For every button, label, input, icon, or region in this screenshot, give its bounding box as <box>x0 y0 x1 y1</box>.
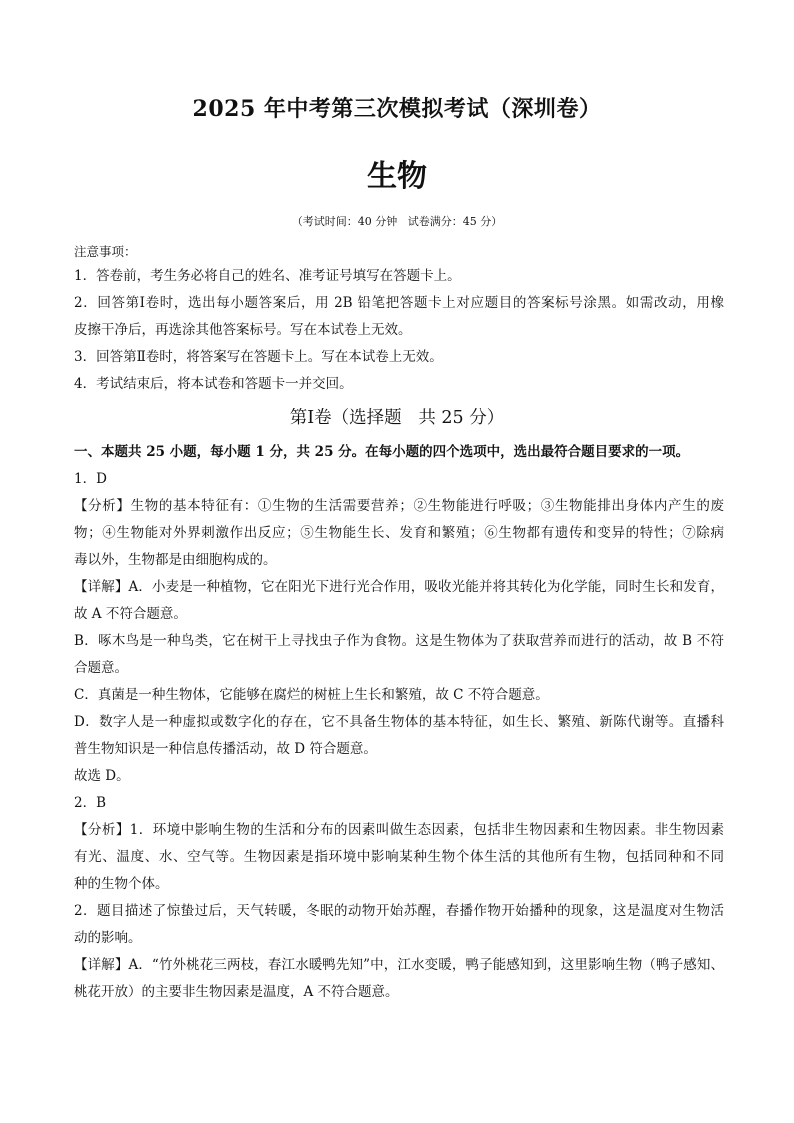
answer-line: 2．B <box>74 795 107 811</box>
notes-line: 4．考试结束后，将本试卷和答题卡一并交回。 <box>74 376 353 392</box>
answer-line: 动的影响。 <box>74 930 142 946</box>
exam-info: （考试时间：40 分钟 试卷满分：45 分） <box>291 215 503 228</box>
answer-line: 【分析】生物的基本特征有：①生物的生活需要营养；②生物能进行呼吸；③生物能排出身体内产生的废 <box>74 498 724 514</box>
answer-line: 普生物知识是一种信息传播活动，故 D 符合题意。 <box>74 741 377 757</box>
answer-line: 1．D <box>74 471 107 487</box>
answer-line: 故选 D。 <box>74 768 130 784</box>
answer-line: 【详解】A．“竹外桃花三两枝，春江水暖鸭先知”中，江水变暖，鸭子能感知到，这里影响生物（鸭子感知、 <box>74 957 724 973</box>
subject-title: 生物 <box>367 159 427 194</box>
answer-line: 【详解】A．小麦是一种植物，它在阳光下进行光合作用，吸收光能并将其转化为化学能，同时生长和发育， <box>74 579 724 595</box>
answer-line: 物；④生物能对外界刺激作出反应；⑤生物能生长、发育和繁殖；⑥生物都有遗传和变异的特性；⑦除病 <box>74 525 724 541</box>
answer-line: 合题意。 <box>74 660 128 676</box>
notes-section <box>74 240 724 398</box>
answer-content <box>74 439 724 1006</box>
notes-line: 皮擦干净后，再选涂其他答案标号。写在本试卷上无效。 <box>74 322 412 338</box>
notes-line: 2．回答第Ⅰ卷时，选出每小题答案后，用 2B 铅笔把答题卡上对应题目的答案标号涂黑。如需改动，用橡 <box>74 295 724 311</box>
answer-line: 故 A 不符合题意。 <box>74 606 187 622</box>
answer-line: 有光、温度、水、空气等。生物因素是指环境中影响某种生物个体生活的其他所有生物，包括同种和不同 <box>74 849 724 865</box>
answer-line: 2．题目描述了惊蛰过后，天气转暖，冬眠的动物开始苏醒，春播作物开始播种的现象，这是温度对生物活 <box>74 903 724 919</box>
answer-line: C．真菌是一种生物体，它能够在腐烂的树桩上生长和繁殖，故 C 不符合题意。 <box>74 687 549 703</box>
answer-line: 桃花开放）的主要非生物因素是温度，A 不符合题意。 <box>74 984 399 1000</box>
notes-line: 3．回答第Ⅱ卷时，将答案写在答题卡上。写在本试卷上无效。 <box>74 349 443 365</box>
section-title: 第Ⅰ卷（选择题 共 25 分） <box>289 408 505 428</box>
exam-title: 2025 年中考第三次模拟考试（深圳卷） <box>192 96 602 122</box>
notes-heading: 注意事项： <box>74 244 137 259</box>
answer-line: 种的生物个体。 <box>74 876 169 892</box>
section-instructions: 一、本题共 25 小题，每小题 1 分，共 25 分。在每小题的四个选项中，选出最符合题目要求的一项。 <box>74 444 690 460</box>
answer-line: 【分析】1．环境中影响生物的生活和分布的因素叫做生态因素，包括非生物因素和生物因素。非生物因素 <box>74 822 724 838</box>
answer-line: B．啄木鸟是一种鸟类，它在树干上寻找虫子作为食物。这是生物体为了获取营养而进行的活动，故 B 不符 <box>74 633 724 649</box>
answer-line: D．数字人是一种虚拟或数字化的存在，它不具备生物体的基本特征，如生长、繁殖、新陈代谢等。直播科 <box>74 714 724 730</box>
notes-line: 1．答卷前，考生务必将自己的姓名、准考证号填写在答题卡上。 <box>74 268 461 284</box>
answer-line: 毒以外，生物都是由细胞构成的。 <box>74 552 277 568</box>
